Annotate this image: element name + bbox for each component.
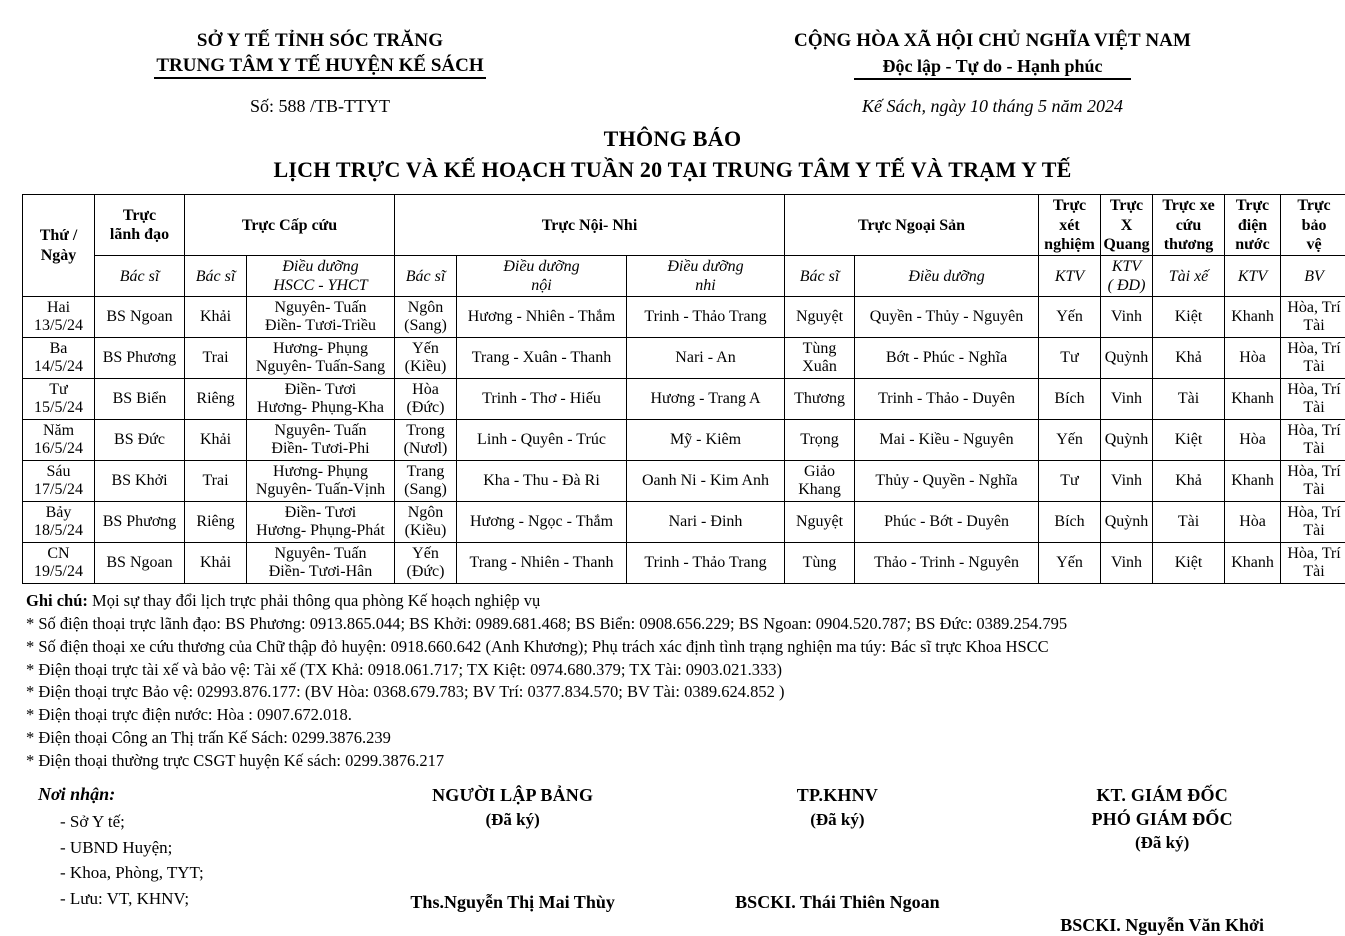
cell-internal-doctor [395, 420, 457, 461]
cell-surgery-nurse: Phúc - Bớt - Duyên [855, 502, 1039, 543]
cell-security-line2: Tài [1283, 522, 1345, 541]
table-row [23, 420, 1345, 461]
cell-security [1281, 502, 1345, 543]
cell-internal-nurse: Trang - Nhiên - Thanh [457, 543, 627, 584]
note-line: * Điện thoại thường trực CSGT huyện Kế sách: 0299.3876.217 [26, 750, 1345, 773]
cell-surgery-nurse: Mai - Kiều - Nguyên [855, 420, 1039, 461]
cell-internal-nurse: Trang - Xuân - Thanh [457, 338, 627, 379]
cell-internal-doctor [395, 379, 457, 420]
recipient-item: - UBND Huyện; [60, 835, 348, 861]
cell-leadership-doctor: BS Phương [95, 502, 185, 543]
cell-day-line2: 17/5/24 [25, 481, 92, 500]
cell-internal-doctor [395, 543, 457, 584]
cell-leadership-doctor: BS Phương [95, 338, 185, 379]
cell-security-line1: Hòa, Trí [1283, 504, 1345, 523]
cell-lab: Yến [1039, 420, 1101, 461]
cell-internal-doctor-line2: (Kiều) [397, 522, 454, 541]
header-group-utilities [1225, 195, 1281, 256]
cell-ambulance: Khả [1153, 338, 1225, 379]
cell-surgery-doctor [785, 297, 855, 338]
cell-day [23, 461, 95, 502]
national-heading-block [640, 28, 1345, 117]
note-main [26, 590, 1345, 613]
cell-security-line2: Tài [1283, 481, 1345, 500]
cell-surgery-doctor [785, 502, 855, 543]
header-leadership-line1: Trực [97, 206, 182, 225]
cell-lab: Tư [1039, 461, 1101, 502]
cell-surgery-doctor [785, 420, 855, 461]
cell-lab: Bích [1039, 379, 1101, 420]
table-row [23, 502, 1345, 543]
recipients-list [38, 809, 348, 911]
cell-lab: Tư [1039, 338, 1101, 379]
cell-day-line1: Tư [25, 381, 92, 400]
cell-internal-doctor-line1: Yến [397, 545, 454, 564]
cell-emergency-doctor: Riêng [185, 379, 247, 420]
header-xray-line2: X [1103, 216, 1150, 235]
cell-day-line1: CN [25, 545, 92, 564]
header-lab-line1: Trực [1041, 196, 1098, 215]
cell-day-line2: 16/5/24 [25, 440, 92, 459]
header-utilities-line1: Trực [1227, 196, 1278, 215]
header-security-line3: vệ [1283, 235, 1345, 254]
cell-emergency-nurse [247, 420, 395, 461]
cell-day [23, 543, 95, 584]
header-lab-line2: xét [1041, 216, 1098, 235]
header-group-ambulance [1153, 195, 1225, 256]
table-header-row-1 [23, 195, 1345, 256]
page-subtitle: LỊCH TRỰC VÀ KẾ HOẠCH TUẦN 20 TẠI TRUNG TÂM Y TẾ VÀ TRẠM Y TẾ [0, 156, 1345, 185]
cell-day-line1: Bảy [25, 504, 92, 523]
cell-xray: Vinh [1101, 379, 1153, 420]
signature-section [0, 784, 1345, 936]
cell-emergency-nurse-line2: Nguyên- Tuấn-Vịnh [249, 481, 392, 500]
document-number: Số: 588 /TB-TTYT [0, 96, 640, 117]
khnv-name: BSCKI. Thái Thiên Ngoan [678, 892, 998, 913]
recipients-title: Nơi nhận: [38, 784, 348, 805]
cell-emergency-nurse-line1: Điền- Tươi [249, 381, 392, 400]
cell-lab: Bích [1039, 502, 1101, 543]
cell-ambulance: Kiệt [1153, 297, 1225, 338]
cell-internal-nurse: Linh - Quyên - Trúc [457, 420, 627, 461]
cell-emergency-doctor: Trai [185, 461, 247, 502]
table-row [23, 379, 1345, 420]
header-group-leadership [95, 195, 185, 256]
cell-leadership-doctor: BS Ngoan [95, 297, 185, 338]
cell-internal-doctor [395, 502, 457, 543]
cell-internal-nurse: Hương - Nhiên - Thắm [457, 297, 627, 338]
header-group-internal-pediatrics: Trực Nội- Nhi [395, 195, 785, 256]
cell-surgery-doctor [785, 543, 855, 584]
cell-pediatric-nurse: Nari - An [627, 338, 785, 379]
cell-day-line1: Ba [25, 340, 92, 359]
cell-internal-doctor-line2: (Sang) [397, 481, 454, 500]
cell-surgery-nurse: Quyền - Thủy - Nguyên [855, 297, 1039, 338]
cell-internal-doctor-line2: (Kiều) [397, 358, 454, 377]
cell-day-line1: Năm [25, 422, 92, 441]
header-group-lab [1039, 195, 1101, 256]
header-ambulance-line3: thương [1155, 235, 1222, 254]
cell-surgery-doctor [785, 461, 855, 502]
cell-leadership-doctor: BS Đức [95, 420, 185, 461]
header-xray-technician-line2: ( ĐD) [1103, 276, 1150, 295]
header-lab-technician: KTV [1039, 255, 1101, 296]
cell-emergency-nurse [247, 297, 395, 338]
cell-emergency-nurse-line1: Nguyên- Tuấn [249, 299, 392, 318]
cell-day-line1: Hai [25, 299, 92, 318]
header-group-emergency: Trực Cấp cứu [185, 195, 395, 256]
cell-emergency-nurse [247, 543, 395, 584]
cell-security-line2: Tài [1283, 399, 1345, 418]
cell-emergency-nurse [247, 502, 395, 543]
cell-surgery-doctor-line1: Tùng [787, 340, 852, 359]
cell-security-line2: Tài [1283, 358, 1345, 377]
national-motto: Độc lập - Tự do - Hạnh phúc [640, 54, 1345, 79]
cell-ambulance: Tài [1153, 502, 1225, 543]
header-group-xray [1101, 195, 1153, 256]
header-xray-line1: Trực [1103, 196, 1150, 215]
note-line: * Điện thoại trực Bảo vệ: 02993.876.177: (BV Hòa: 0368.679.783; BV Trí: 0377.834.570; BV Tài: 0389.624.852 ) [26, 681, 1345, 704]
cell-leadership-doctor: BS Ngoan [95, 543, 185, 584]
header-internal-nurse-line1: Điều dưỡng [459, 257, 624, 276]
header-xray-technician [1101, 255, 1153, 296]
cell-leadership-doctor: BS Khởi [95, 461, 185, 502]
header-security-guard: BV [1281, 255, 1345, 296]
cell-utilities: Khanh [1225, 297, 1281, 338]
signature-khnv [678, 784, 998, 936]
header-surgery-doctor: Bác sĩ [785, 255, 855, 296]
note-lines [26, 613, 1345, 772]
cell-security-line1: Hòa, Trí [1283, 463, 1345, 482]
cell-day-line1: Sáu [25, 463, 92, 482]
signature-preparer [348, 784, 678, 936]
header-xray-line3: Quang [1103, 235, 1150, 254]
cell-utilities: Khanh [1225, 461, 1281, 502]
table-row [23, 338, 1345, 379]
preparer-signed: (Đã ký) [348, 810, 678, 830]
cell-emergency-doctor: Riêng [185, 502, 247, 543]
header-internal-nurse-line2: nội [459, 276, 624, 295]
cell-security-line2: Tài [1283, 317, 1345, 336]
table-row [23, 297, 1345, 338]
cell-surgery-doctor [785, 379, 855, 420]
cell-pediatric-nurse: Trinh - Thảo Trang [627, 297, 785, 338]
director-signed: (Đã ký) [997, 833, 1327, 853]
cell-surgery-nurse: Trinh - Thảo - Duyên [855, 379, 1039, 420]
note-line: * Điện thoại trực điện nước: Hòa : 0907.672.018. [26, 704, 1345, 727]
cell-surgery-doctor-line2: Xuân [787, 358, 852, 377]
cell-surgery-doctor [785, 338, 855, 379]
cell-internal-nurse: Hương - Ngọc - Thắm [457, 502, 627, 543]
header-leadership-doctor: Bác sĩ [95, 255, 185, 296]
cell-xray: Vinh [1101, 461, 1153, 502]
cell-emergency-nurse-line2: Điền- Tươi-Triều [249, 317, 392, 336]
header-group-surgery-obstetrics: Trực Ngoại Sản [785, 195, 1039, 256]
cell-surgery-nurse: Thảo - Trinh - Nguyên [855, 543, 1039, 584]
director-role-line1: KT. GIÁM ĐỐC [997, 784, 1327, 807]
header-internal-doctor: Bác sĩ [395, 255, 457, 296]
cell-security [1281, 461, 1345, 502]
cell-xray: Quỳnh [1101, 502, 1153, 543]
cell-security [1281, 297, 1345, 338]
header-emergency-doctor: Bác sĩ [185, 255, 247, 296]
document-title-block [0, 125, 1345, 184]
note-line: * Số điện thoại xe cứu thương của Chữ thập đỏ huyện: 0918.660.642 (Anh Khương); Phụ trách xác định tình trạng nghiện ma túy: Bác sĩ trực Khoa HSCC [26, 636, 1345, 659]
cell-day [23, 379, 95, 420]
cell-emergency-nurse-line2: Hương- Phụng-Kha [249, 399, 392, 418]
cell-emergency-nurse [247, 461, 395, 502]
header-pediatric-nurse-line1: Điều dưỡng [629, 257, 782, 276]
cell-pediatric-nurse: Nari - Đinh [627, 502, 785, 543]
cell-emergency-nurse [247, 379, 395, 420]
cell-internal-doctor [395, 461, 457, 502]
cell-surgery-doctor-line1: Giảo [787, 463, 852, 482]
cell-emergency-doctor: Trai [185, 338, 247, 379]
cell-surgery-doctor-line1: Tùng [787, 554, 852, 573]
cell-day-line2: 19/5/24 [25, 563, 92, 582]
cell-internal-doctor-line2: (Đức) [397, 563, 454, 582]
recipients-block [18, 784, 348, 936]
table-header-row-2 [23, 255, 1345, 296]
signature-director [997, 784, 1327, 936]
cell-emergency-nurse-line1: Hương- Phụng [249, 340, 392, 359]
cell-ambulance: Tài [1153, 379, 1225, 420]
cell-day-line2: 15/5/24 [25, 399, 92, 418]
cell-emergency-nurse-line1: Nguyên- Tuấn [249, 422, 392, 441]
note-line: * Điện thoại Công an Thị trấn Kế Sách: 0299.3876.239 [26, 727, 1345, 750]
khnv-signed: (Đã ký) [678, 810, 998, 830]
recipient-item: - Khoa, Phòng, TYT; [60, 860, 348, 886]
duty-schedule-table [22, 194, 1345, 584]
cell-day-line2: 13/5/24 [25, 317, 92, 336]
cell-surgery-doctor-line2: Khang [787, 481, 852, 500]
header-emergency-nurse [247, 255, 395, 296]
preparer-name: Ths.Nguyễn Thị Mai Thùy [348, 892, 678, 913]
national-title: CỘNG HÒA XÃ HỘI CHỦ NGHĨA VIỆT NAM [640, 28, 1345, 53]
cell-internal-doctor-line1: Yến [397, 340, 454, 359]
director-name: BSCKI. Nguyễn Văn Khởi [997, 915, 1327, 936]
cell-security-line1: Hòa, Trí [1283, 340, 1345, 359]
preparer-role: NGƯỜI LẬP BẢNG [348, 784, 678, 807]
cell-surgery-doctor-line1: Nguyệt [787, 513, 852, 532]
cell-ambulance: Kiệt [1153, 420, 1225, 461]
cell-ambulance: Kiệt [1153, 543, 1225, 584]
table-row [23, 461, 1345, 502]
cell-xray: Vinh [1101, 543, 1153, 584]
note-label: Ghi chú: [26, 591, 88, 610]
cell-ambulance: Khả [1153, 461, 1225, 502]
cell-security-line2: Tài [1283, 440, 1345, 459]
header-xray-technician-line1: KTV [1103, 257, 1150, 276]
cell-lab: Yến [1039, 297, 1101, 338]
cell-day [23, 297, 95, 338]
cell-emergency-nurse-line2: Nguyên- Tuấn-Sang [249, 358, 392, 377]
header-day-line1: Thứ / [25, 226, 92, 246]
cell-emergency-nurse-line2: Hương- Phụng-Phát [249, 522, 392, 541]
director-role-line2: PHÓ GIÁM ĐỐC [997, 808, 1327, 831]
cell-internal-doctor-line2: (Nươl) [397, 440, 454, 459]
page-title: THÔNG BÁO [0, 125, 1345, 153]
header-day-line2: Ngày [25, 246, 92, 266]
cell-security-line1: Hòa, Trí [1283, 422, 1345, 441]
notes-section [0, 584, 1345, 772]
cell-emergency-nurse [247, 338, 395, 379]
cell-emergency-nurse-line1: Hương- Phụng [249, 463, 392, 482]
cell-internal-doctor-line1: Ngôn [397, 504, 454, 523]
cell-security-line1: Hòa, Trí [1283, 299, 1345, 318]
header-pediatric-nurse-line2: nhi [629, 276, 782, 295]
recipient-item: - Sở Y tế; [60, 809, 348, 835]
cell-leadership-doctor: BS Biển [95, 379, 185, 420]
cell-internal-doctor [395, 338, 457, 379]
recipient-item: - Lưu: VT, KHNV; [60, 886, 348, 912]
document-header [0, 0, 1345, 117]
cell-surgery-nurse: Bớt - Phúc - Nghĩa [855, 338, 1039, 379]
header-driver: Tài xế [1153, 255, 1225, 296]
cell-internal-nurse: Kha - Thu - Đà Ri [457, 461, 627, 502]
header-emergency-nurse-line2: HSCC - YHCT [249, 276, 392, 295]
cell-day [23, 338, 95, 379]
cell-emergency-nurse-line2: Điền- Tươi-Hân [249, 563, 392, 582]
cell-utilities: Hòa [1225, 502, 1281, 543]
cell-pediatric-nurse: Hương - Trang A [627, 379, 785, 420]
cell-surgery-nurse: Thủy - Quyền - Nghĩa [855, 461, 1039, 502]
cell-utilities: Hòa [1225, 338, 1281, 379]
cell-internal-doctor-line1: Trong [397, 422, 454, 441]
header-day [23, 195, 95, 297]
cell-lab: Yến [1039, 543, 1101, 584]
header-security-line2: bảo [1283, 216, 1345, 235]
header-utilities-line2: điện [1227, 216, 1278, 235]
cell-pediatric-nurse: Trinh - Thảo Trang [627, 543, 785, 584]
cell-internal-doctor-line2: (Đức) [397, 399, 454, 418]
cell-pediatric-nurse: Mỹ - Kiêm [627, 420, 785, 461]
table-row [23, 543, 1345, 584]
cell-internal-nurse: Trinh - Thơ - Hiếu [457, 379, 627, 420]
cell-security-line1: Hòa, Trí [1283, 381, 1345, 400]
header-pediatric-nurse [627, 255, 785, 296]
khnv-role: TP.KHNV [678, 784, 998, 807]
cell-emergency-nurse-line1: Nguyên- Tuấn [249, 545, 392, 564]
cell-security-line2: Tài [1283, 563, 1345, 582]
schedule-table-body [23, 297, 1345, 584]
issuing-authority-block [0, 28, 640, 117]
cell-emergency-nurse-line1: Điền- Tươi [249, 504, 392, 523]
header-ambulance-line1: Trực xe [1155, 196, 1222, 215]
header-utilities-line3: nước [1227, 235, 1278, 254]
cell-internal-doctor-line2: (Sang) [397, 317, 454, 336]
cell-day-line2: 18/5/24 [25, 522, 92, 541]
header-group-security [1281, 195, 1345, 256]
cell-day [23, 502, 95, 543]
cell-emergency-doctor: Khải [185, 297, 247, 338]
cell-emergency-nurse-line2: Điền- Tươi-Phi [249, 440, 392, 459]
cell-security [1281, 543, 1345, 584]
cell-internal-doctor-line1: Hòa [397, 381, 454, 400]
note-line: * Điện thoại trực tài xế và bảo vệ: Tài xế (TX Khả: 0918.061.717; TX Kiệt: 0974.680.379; TX Tài: 0903.021.333) [26, 659, 1345, 682]
cell-internal-doctor-line1: Ngôn [397, 299, 454, 318]
cell-emergency-doctor: Khải [185, 420, 247, 461]
place-and-date: Kế Sách, ngày 10 tháng 5 năm 2024 [640, 96, 1345, 117]
cell-xray: Quỳnh [1101, 420, 1153, 461]
cell-xray: Vinh [1101, 297, 1153, 338]
cell-utilities: Hòa [1225, 420, 1281, 461]
cell-security [1281, 379, 1345, 420]
cell-pediatric-nurse: Oanh Ni - Kim Anh [627, 461, 785, 502]
cell-surgery-doctor-line1: Trọng [787, 431, 852, 450]
header-ambulance-line2: cứu [1155, 216, 1222, 235]
cell-internal-doctor-line1: Trang [397, 463, 454, 482]
cell-surgery-doctor-line1: Nguyệt [787, 308, 852, 327]
cell-day-line2: 14/5/24 [25, 358, 92, 377]
cell-security [1281, 420, 1345, 461]
schedule-table-wrapper [0, 194, 1345, 584]
header-lab-line3: nghiệm [1041, 235, 1098, 254]
cell-day [23, 420, 95, 461]
cell-emergency-doctor: Khải [185, 543, 247, 584]
cell-utilities: Khanh [1225, 543, 1281, 584]
province-health-department: SỞ Y TẾ TỈNH SÓC TRĂNG [0, 28, 640, 53]
note-line: * Số điện thoại trực lãnh đạo: BS Phương: 0913.865.044; BS Khởi: 0989.681.468; BS Biển: 0908.656.229; BS Ngoan: 0904.520.787; BS Đức: 0389.254.795 [26, 613, 1345, 636]
cell-utilities: Khanh [1225, 379, 1281, 420]
district-health-center: TRUNG TÂM Y TẾ HUYỆN KẾ SÁCH [0, 53, 640, 78]
header-leadership-line2: lãnh đạo [97, 225, 182, 244]
cell-xray: Quỳnh [1101, 338, 1153, 379]
cell-surgery-doctor-line1: Thương [787, 390, 852, 409]
header-internal-nurse [457, 255, 627, 296]
note-main-text: Mọi sự thay đổi lịch trực phải thông qua phòng Kế hoạch nghiệp vụ [88, 591, 540, 610]
cell-internal-doctor [395, 297, 457, 338]
header-utilities-technician: KTV [1225, 255, 1281, 296]
cell-security [1281, 338, 1345, 379]
header-emergency-nurse-line1: Điều dưỡng [249, 257, 392, 276]
header-security-line1: Trực [1283, 196, 1345, 215]
header-surgery-nurse: Điều dưỡng [855, 255, 1039, 296]
cell-security-line1: Hòa, Trí [1283, 545, 1345, 564]
